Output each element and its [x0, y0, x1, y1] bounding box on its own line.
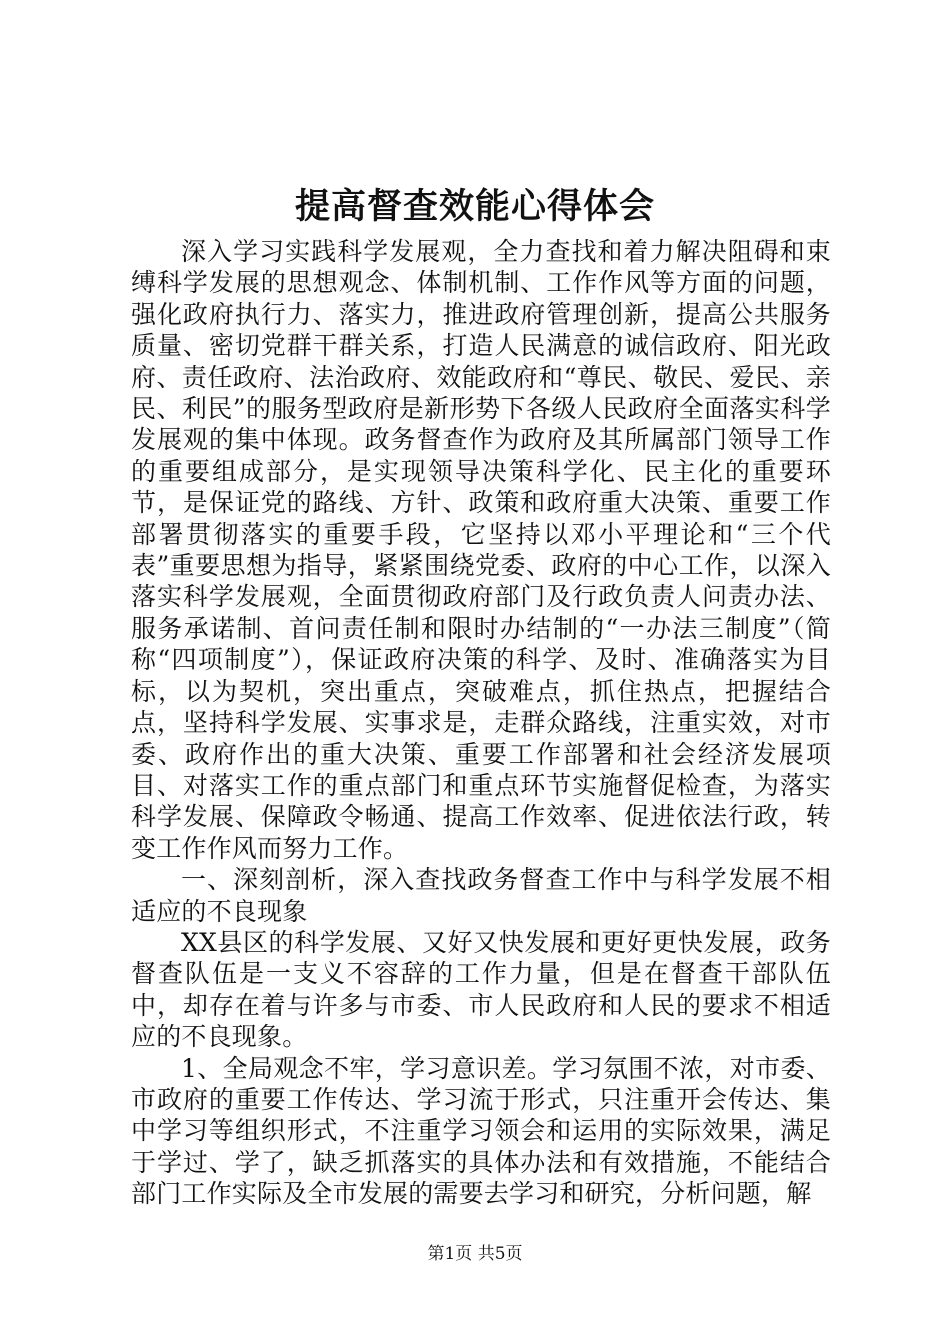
- document-body: [131, 236, 831, 1210]
- page-number-footer: 第1页 共5页: [427, 1244, 523, 1264]
- section-heading-1: 一、深刻剖析，深入查找政务督查工作中与科学发展不相适应的不良现象: [131, 865, 831, 926]
- paragraph-section-1: XX县区的科学发展、又好又快发展和更好更快发展，政务督查队伍是一支义不容辞的工作力量，但是在督查干部队伍中，却存在着与许多与市委、市人民政府和人民的要求不相适应的不良现象。: [131, 927, 831, 1052]
- paragraph-item-1: 1、全局观念不牢，学习意识差。学习氛围不浓，对市委、市政府的重要工作传达、学习流于形式，只注重开会传达、集中学习等组织形式，不注重学习领会和运用的实际效果，满足于学过、学了，缺乏抓落实的具体办法和有效措施，不能结合部门工作实际及全市发展的需要去学习和研究，分析问题，解: [131, 1053, 831, 1209]
- document-title: 提高督查效能心得体会: [294, 186, 655, 227]
- paragraph-intro: 深入学习实践科学发展观，全力查找和着力解决阻碍和束缚科学发展的思想观念、体制机制、工作作风等方面的问题，强化政府执行力、落实力，推进政府管理创新，提高公共服务质量、密切党群干群关系，打造人民满意的诚信政府、阳光政府、责任政府、法治政府、效能政府和“尊民、敬民、爱民、亲民、利民”的服务型政府是新形势下各级人民政府全面落实科学发展观的集中体现。政务督查作为政府及其所属部门领导工作的重要组成部分，是实现领导决策科学化、民主化的重要环节，是保证党的路线、方针、政策和政府重大决策、重要工作部署贯彻落实的重要手段，它坚持以邓小平理论和“三个代表”重要思想为指导，紧紧围绕党委、政府的中心工作，以深入落实科学发展观，全面贯彻政府部门及行政负责人问责办法、服务承诺制、首问责任制和限时办结制的“一办法三制度”（简称“四项制度”），保证政府决策的科学、及时、准确落实为目标，以为契机，突出重点，突破难点，抓住热点，把握结合点，坚持科学发展、实事求是，走群众路线，注重实效，对市委、政府作出的重大决策、重要工作部署和社会经济发展项目、对落实工作的重点部门和重点环节实施督促检查，为落实科学发展、保障政令畅通、提高工作效率、促进依法行政，转变工作作风而努力工作。: [131, 237, 831, 863]
